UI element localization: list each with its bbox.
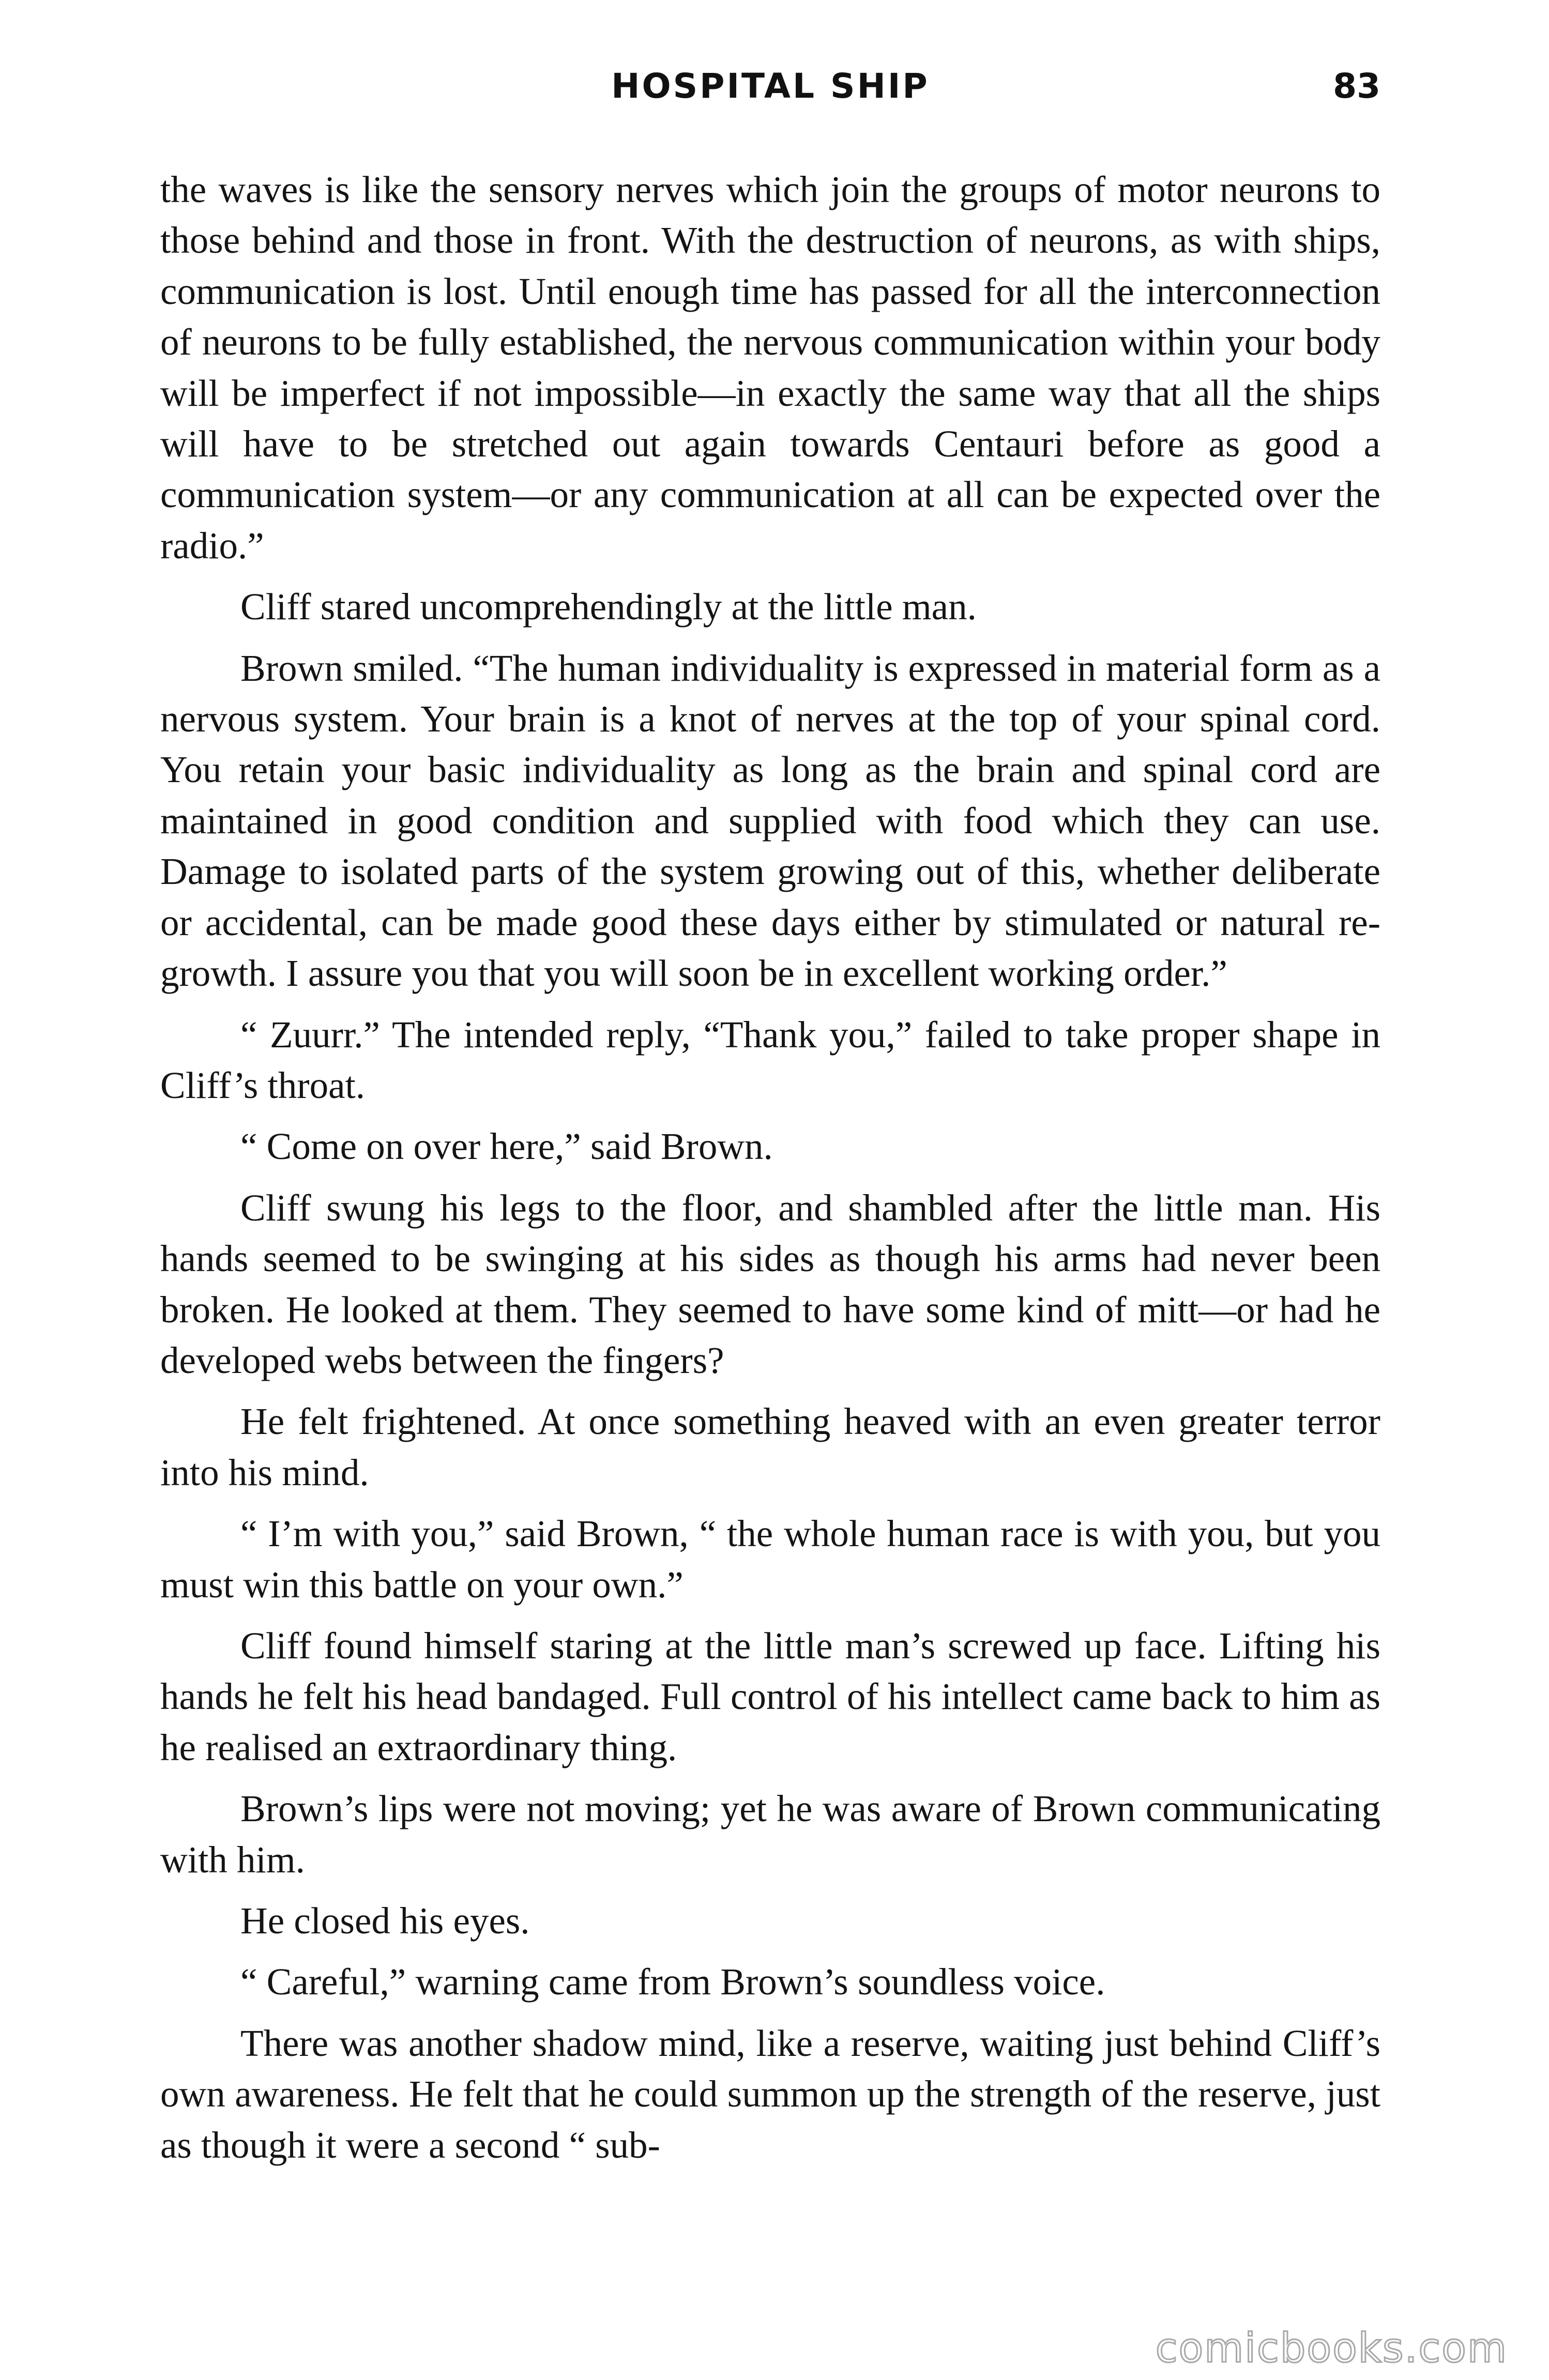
paragraph: “ Come on over here,” said Brown. — [240, 1125, 773, 1168]
paragraph: Brown’s lips were not moving; yet he was aware of Brown communicating with him. — [160, 1788, 1380, 1881]
paragraph: Cliff swung his legs to the floor, and shambled after the little man. His hands seemed to be swinging at his sides as though his arms had never been broken. He looked at them. They seemed to have some kind of mitt—or had he developed webs between the fingers? — [160, 1186, 1380, 1381]
paragraph: “ Zuurr.” The intended reply, “Thank you,” failed to take proper shape in Cliff’s throat. — [160, 1013, 1380, 1106]
paragraph: There was another shadow mind, like a reserve, waiting just behind Cliff’s own awareness. He felt that he could summon up the strength of the reserve, just as though it were a second “ sub- — [160, 2022, 1380, 2166]
page-number: 83 — [1333, 66, 1380, 106]
running-head — [160, 66, 1380, 123]
paragraph: Cliff found himself staring at the little man’s screwed up face. Lifting his hands he felt his head bandaged. Full control of his intellect came back to him as he realised an extraordinary thing. — [160, 1624, 1380, 1768]
paragraph: “ I’m with you,” said Brown, “ the whole human race is with you, but you must win this battle on your own.” — [160, 1513, 1380, 1606]
paragraph: Brown smiled. “The human individuality is expressed in material form as a nervous system. Your brain is a knot of nerves at the top of your spinal cord. You retain your basic individuality as long as the brain and spinal cord are maintained in good condition and supplied with food which they can use. Damage to isolated parts of the system growing out of this, whether deliberate or accidental, can be made good these days either by stimulated or natural re-growth. I assure you that you will soon be in excellent working order.” — [160, 647, 1380, 995]
body-text — [160, 164, 1380, 2181]
paragraph: He closed his eyes. — [240, 1900, 530, 1942]
running-title: HOSPITAL SHIP — [611, 66, 930, 106]
paragraph: “ Careful,” warning came from Brown’s soundless voice. — [240, 1961, 1105, 2003]
watermark: comicbooks.com — [1155, 2325, 1508, 2372]
paragraph: He felt frightened. At once something heaved with an even greater terror into his mind. — [160, 1400, 1380, 1493]
paragraph: Cliff stared uncomprehendingly at the little man. — [240, 586, 977, 628]
paragraph-continued: the waves is like the sensory nerves which join the groups of motor neurons to those behind and those in front. With the destruction of neurons, as with ships, communication is lost. Until enough time has passed for all the interconnection of neurons to be fully established, the nervous communication within your body will be imperfect if not impossible—in exactly the same way that all the ships will have to be stretched out again towards Centauri before as good a communication system—or any communication at all can be expected over the radio.” — [160, 169, 1380, 567]
